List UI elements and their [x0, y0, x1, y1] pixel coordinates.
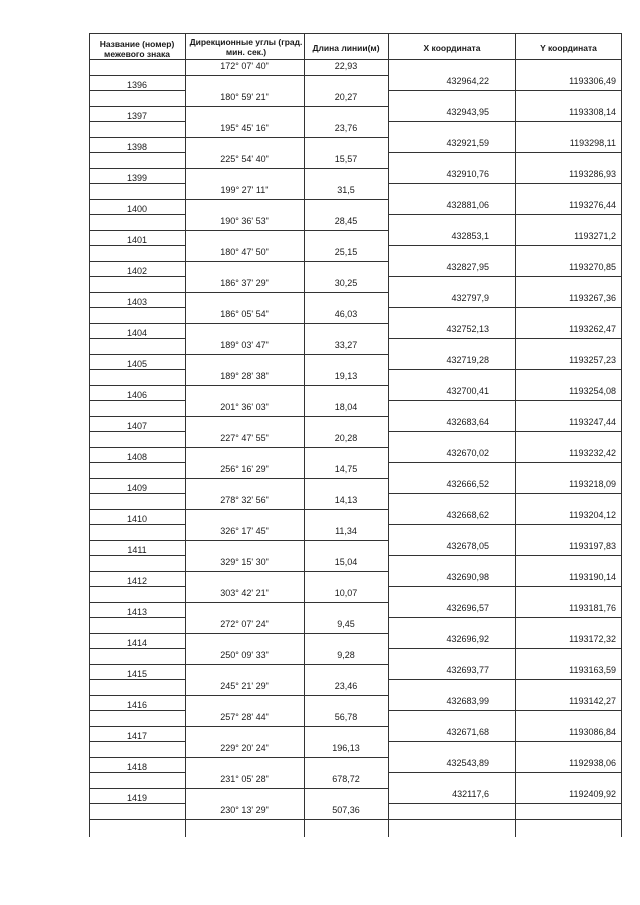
x-coordinate-cell: 432696,92 — [446, 633, 489, 644]
length-cell: 28,45 — [334, 216, 358, 226]
point-name-cell: 1414 — [126, 637, 148, 648]
grid-segment-line — [185, 726, 388, 727]
point-name-cell: 1396 — [126, 79, 148, 90]
grid-segment-line — [185, 416, 388, 417]
x-coordinate-cell: 432921,59 — [446, 137, 489, 148]
header-angle: Дирекционные углы (град. мин. сек.) — [189, 37, 303, 57]
grid-col-line — [621, 33, 622, 837]
grid-bottom-line — [89, 819, 621, 820]
x-coordinate-cell: 432853,1 — [451, 230, 489, 241]
point-name-cell: 1411 — [127, 544, 147, 555]
y-coordinate-cell: 1192938,06 — [569, 757, 616, 768]
y-coordinate-cell: 1193254,08 — [569, 385, 616, 396]
point-name-cell: 1418 — [126, 761, 148, 772]
grid-segment-line — [185, 323, 388, 324]
y-coordinate-cell: 1193262,47 — [569, 323, 616, 334]
length-cell: 23,76 — [334, 123, 358, 133]
x-coordinate-cell: 432881,06 — [446, 199, 489, 210]
x-coordinate-cell: 432670,02 — [446, 447, 489, 458]
angle-cell: 230° 13' 29" — [220, 805, 269, 815]
grid-name-line — [89, 168, 185, 169]
grid-segment-line — [185, 168, 388, 169]
grid-point-line — [388, 648, 621, 649]
y-coordinate-cell: 1193197,83 — [569, 540, 616, 551]
length-cell: 9,28 — [337, 650, 355, 660]
angle-cell: 329° 15' 30" — [220, 557, 269, 567]
grid-name-line — [89, 354, 185, 355]
grid-segment-line — [185, 292, 388, 293]
grid-name-line — [89, 478, 185, 479]
y-coordinate-cell: 1193276,44 — [569, 199, 616, 210]
grid-name-line — [89, 509, 185, 510]
x-coordinate-cell: 432719,28 — [446, 354, 489, 365]
grid-segment-line — [185, 447, 388, 448]
grid-name-line — [89, 261, 185, 262]
grid-point-line — [388, 803, 621, 804]
angle-cell: 225° 54' 40" — [220, 154, 269, 164]
grid-name-line — [89, 75, 185, 76]
length-cell: 30,25 — [334, 278, 358, 288]
point-name-cell: 1409 — [126, 482, 148, 493]
y-coordinate-cell: 1193142,27 — [569, 695, 616, 706]
length-cell: 14,75 — [334, 464, 358, 474]
point-name-cell: 1419 — [126, 792, 148, 803]
x-coordinate-cell: 432117,6 — [452, 788, 489, 799]
y-coordinate-cell: 1193232,42 — [569, 447, 616, 458]
grid-segment-line — [185, 695, 388, 696]
grid-segment-line — [185, 75, 388, 76]
angle-cell: 250° 09' 33" — [220, 650, 269, 660]
length-cell: 678,72 — [332, 774, 360, 784]
point-name-cell: 1401 — [126, 234, 148, 245]
y-coordinate-cell: 1193270,85 — [569, 261, 616, 272]
y-coordinate-cell: 1193298,11 — [569, 137, 616, 148]
grid-point-line — [388, 152, 621, 153]
angle-cell: 172° 07' 40" — [220, 61, 269, 71]
angle-cell: 189° 03' 47" — [220, 340, 269, 350]
grid-name-line — [89, 416, 185, 417]
length-cell: 11,34 — [335, 526, 357, 536]
coordinates-table — [89, 33, 622, 837]
grid-segment-line — [185, 199, 388, 200]
length-cell: 9,45 — [337, 619, 355, 629]
y-coordinate-cell: 1193257,23 — [569, 354, 616, 365]
grid-segment-line — [185, 261, 388, 262]
angle-cell: 326° 17' 45" — [220, 526, 269, 536]
angle-cell: 195° 45' 16" — [220, 123, 269, 133]
point-name-cell: 1403 — [126, 296, 148, 307]
grid-name-line — [89, 664, 185, 665]
grid-point-line — [388, 90, 621, 91]
x-coordinate-cell: 432690,98 — [446, 571, 489, 582]
length-cell: 507,36 — [332, 805, 360, 815]
x-coordinate-cell: 432668,62 — [446, 509, 489, 520]
point-name-cell: 1407 — [126, 420, 148, 431]
grid-segment-line — [185, 106, 388, 107]
length-cell: 18,04 — [334, 402, 358, 412]
grid-name-line — [89, 137, 185, 138]
length-cell: 10,07 — [334, 588, 358, 598]
angle-cell: 201° 36' 03" — [220, 402, 269, 412]
angle-cell: 229° 20' 24" — [220, 743, 269, 753]
angle-cell: 303° 42' 21" — [220, 588, 269, 598]
grid-segment-line — [185, 633, 388, 634]
grid-point-line — [388, 245, 621, 246]
grid-point-line — [388, 338, 621, 339]
grid-col-line — [89, 33, 90, 837]
y-coordinate-cell: 1193204,12 — [569, 509, 616, 520]
y-coordinate-cell: 1193163,59 — [569, 664, 616, 675]
point-name-cell: 1400 — [126, 203, 148, 214]
grid-point-line — [388, 183, 621, 184]
x-coordinate-cell: 432827,95 — [446, 261, 489, 272]
y-coordinate-cell: 1193247,44 — [569, 416, 616, 427]
y-coordinate-cell: 1193286,93 — [569, 168, 616, 179]
grid-name-line — [89, 106, 185, 107]
grid-segment-line — [185, 354, 388, 355]
point-name-cell: 1399 — [126, 172, 148, 183]
point-name-cell: 1416 — [126, 699, 148, 710]
length-cell: 33,27 — [334, 340, 358, 350]
grid-col-line — [515, 33, 516, 837]
point-name-cell: 1410 — [126, 513, 148, 524]
grid-point-line — [388, 462, 621, 463]
grid-name-line — [89, 323, 185, 324]
y-coordinate-cell: 1193190,14 — [569, 571, 616, 582]
y-coordinate-cell: 1193267,36 — [569, 292, 616, 303]
length-cell: 19,13 — [334, 371, 358, 381]
grid-name-line — [89, 788, 185, 789]
length-cell: 14,13 — [334, 495, 358, 505]
angle-cell: 278° 32' 56" — [220, 495, 269, 505]
angle-cell: 180° 47' 50" — [220, 247, 269, 257]
grid-name-line — [89, 695, 185, 696]
grid-point-line — [388, 276, 621, 277]
length-cell: 31,5 — [337, 185, 355, 195]
y-coordinate-cell: 1193306,49 — [569, 75, 616, 86]
length-cell: 23,46 — [334, 681, 358, 691]
header-length: Длина линии(м) — [312, 43, 380, 53]
grid-point-line — [388, 710, 621, 711]
x-coordinate-cell: 432696,57 — [446, 602, 489, 613]
x-coordinate-cell: 432693,77 — [446, 664, 489, 675]
grid-point-line — [388, 493, 621, 494]
x-coordinate-cell: 432752,13 — [446, 323, 489, 334]
point-name-cell: 1412 — [126, 575, 148, 586]
x-coordinate-cell: 432678,05 — [446, 540, 489, 551]
grid-segment-line — [185, 137, 388, 138]
grid-point-line — [388, 555, 621, 556]
angle-cell: 186° 37' 29" — [220, 278, 269, 288]
y-coordinate-cell: 1193086,84 — [569, 726, 616, 737]
x-coordinate-cell: 432666,52 — [446, 478, 489, 489]
length-cell: 15,57 — [334, 154, 358, 164]
grid-point-line — [388, 369, 621, 370]
header-x: X координата — [423, 43, 481, 53]
grid-name-line — [89, 447, 185, 448]
length-cell: 25,15 — [334, 247, 358, 257]
x-coordinate-cell: 432700,41 — [446, 385, 489, 396]
grid-point-line — [388, 121, 621, 122]
grid-segment-line — [185, 757, 388, 758]
point-name-cell: 1408 — [126, 451, 148, 462]
grid-point-line — [388, 431, 621, 432]
y-coordinate-cell: 1193172,32 — [569, 633, 616, 644]
grid-name-line — [89, 602, 185, 603]
x-coordinate-cell: 432683,99 — [446, 695, 489, 706]
grid-segment-line — [185, 230, 388, 231]
grid-point-line — [388, 772, 621, 773]
point-name-cell: 1397 — [126, 110, 148, 121]
grid-segment-line — [185, 385, 388, 386]
x-coordinate-cell: 432964,22 — [446, 75, 489, 86]
grid-point-line — [388, 586, 621, 587]
angle-cell: 189° 28' 38" — [220, 371, 269, 381]
grid-col-line — [388, 33, 389, 837]
angle-cell: 186° 05' 54" — [220, 309, 269, 319]
grid-header-line — [89, 59, 621, 60]
grid-segment-line — [185, 788, 388, 789]
point-name-cell: 1413 — [126, 606, 148, 617]
x-coordinate-cell: 432543,89 — [446, 757, 489, 768]
grid-segment-line — [185, 509, 388, 510]
length-cell: 56,78 — [334, 712, 358, 722]
grid-segment-line — [185, 602, 388, 603]
grid-segment-line — [185, 571, 388, 572]
grid-name-line — [89, 726, 185, 727]
angle-cell: 245° 21' 29" — [220, 681, 269, 691]
grid-name-line — [89, 230, 185, 231]
length-cell: 22,93 — [334, 61, 358, 71]
length-cell: 15,04 — [334, 557, 358, 567]
x-coordinate-cell: 432797,9 — [451, 292, 489, 303]
length-cell: 46,03 — [334, 309, 358, 319]
length-cell: 20,27 — [334, 92, 358, 102]
header-name: Название (номер) межевого знака — [99, 39, 175, 59]
header-y: Y координата — [540, 43, 597, 53]
angle-cell: 180° 59' 21" — [220, 92, 269, 102]
y-coordinate-cell: 1193218,09 — [569, 478, 616, 489]
point-name-cell: 1406 — [126, 389, 148, 400]
angle-cell: 272° 07' 24" — [220, 619, 269, 629]
grid-point-line — [388, 679, 621, 680]
grid-segment-line — [185, 540, 388, 541]
grid-top-line — [89, 33, 621, 34]
point-name-cell: 1398 — [126, 141, 148, 152]
length-cell: 20,28 — [334, 433, 358, 443]
point-name-cell: 1404 — [126, 327, 148, 338]
grid-name-line — [89, 633, 185, 634]
point-name-cell: 1402 — [126, 265, 148, 276]
y-coordinate-cell: 1192409,92 — [569, 788, 616, 799]
grid-point-line — [388, 400, 621, 401]
x-coordinate-cell: 432683,64 — [446, 416, 489, 427]
grid-name-line — [89, 292, 185, 293]
grid-name-line — [89, 385, 185, 386]
point-name-cell: 1405 — [126, 358, 148, 369]
grid-name-line — [89, 540, 185, 541]
grid-point-line — [388, 524, 621, 525]
angle-cell: 190° 36' 53" — [220, 216, 269, 226]
angle-cell: 227° 47' 55" — [220, 433, 269, 443]
angle-cell: 257° 28' 44" — [220, 712, 269, 722]
y-coordinate-cell: 1193271,2 — [574, 230, 616, 241]
length-cell: 196,13 — [332, 743, 360, 753]
grid-name-line — [89, 757, 185, 758]
grid-point-line — [388, 307, 621, 308]
angle-cell: 231° 05' 28" — [220, 774, 269, 784]
angle-cell: 199° 27' 11" — [220, 185, 269, 195]
x-coordinate-cell: 432671,68 — [446, 726, 489, 737]
grid-segment-line — [185, 478, 388, 479]
y-coordinate-cell: 1193181,76 — [569, 602, 616, 613]
point-name-cell: 1417 — [126, 730, 148, 741]
x-coordinate-cell: 432910,76 — [446, 168, 489, 179]
grid-name-line — [89, 571, 185, 572]
grid-point-line — [388, 617, 621, 618]
grid-point-line — [388, 214, 621, 215]
x-coordinate-cell: 432943,95 — [446, 106, 489, 117]
grid-segment-line — [185, 664, 388, 665]
grid-point-line — [388, 741, 621, 742]
angle-cell: 256° 16' 29" — [220, 464, 269, 474]
y-coordinate-cell: 1193308,14 — [569, 106, 616, 117]
grid-name-line — [89, 199, 185, 200]
point-name-cell: 1415 — [126, 668, 148, 679]
